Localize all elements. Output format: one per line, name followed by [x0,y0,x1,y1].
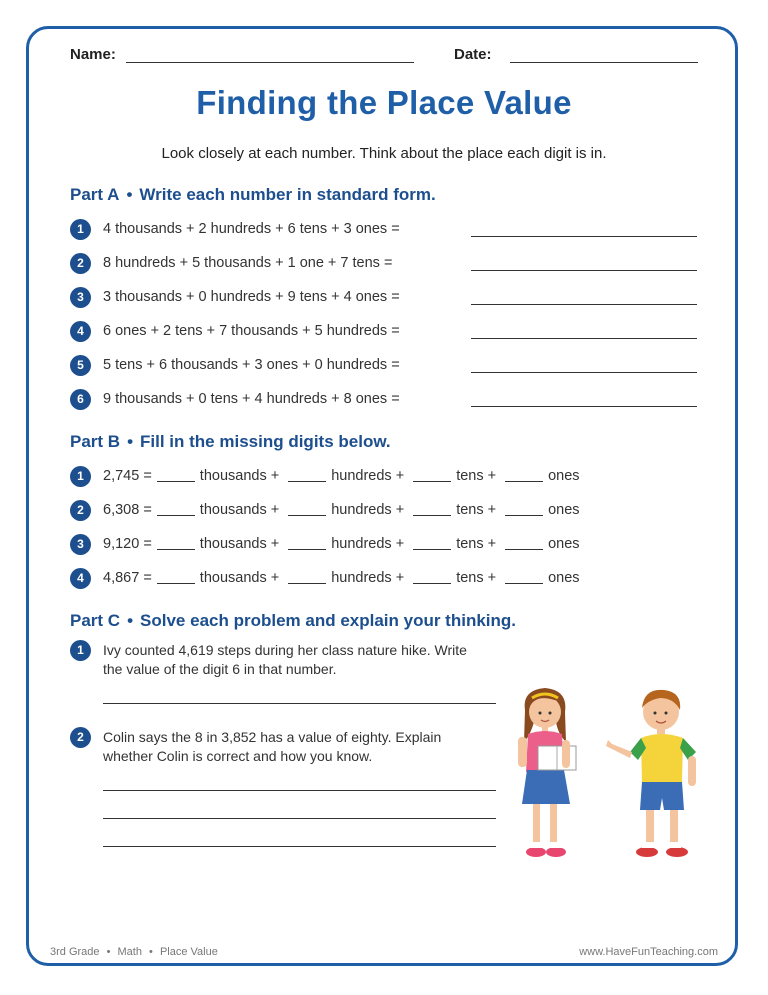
question-number: 2 [70,253,91,274]
page-title: Finding the Place Value [196,84,572,121]
fill-row [103,570,580,586]
fill-row [103,536,580,552]
girl-figure [518,688,576,857]
given-number: 2,745 = [103,468,152,484]
footer-subject: Math [117,946,142,958]
answer-line[interactable] [471,338,697,339]
hundreds-unit: hundreds + [331,468,405,484]
hundreds-blank[interactable] [288,537,326,550]
question-text [103,728,503,766]
question-line: Ivy counted 4,619 steps during her class nature hike. Write [103,642,467,658]
boy-figure [606,690,696,857]
hundreds-blank[interactable] [288,503,326,516]
footer-site: www.HaveFunTeaching.com [579,946,718,958]
given-number: 9,120 = [103,536,152,552]
answer-line[interactable] [471,236,697,237]
question-number: 3 [70,534,91,555]
name-field[interactable] [126,62,414,63]
part-b-instruction: Fill in the missing digits below. [140,432,391,451]
date-label: Date: [454,46,492,63]
question-text: 8 hundreds + 5 thousands + 1 one + 7 tens = [103,255,393,271]
tens-unit: tens + [456,570,497,586]
thousands-blank[interactable] [157,537,195,550]
part-a-heading: Part A • Write each number in standard form. [70,185,436,204]
thousands-blank[interactable] [157,571,195,584]
answer-line[interactable] [103,790,496,791]
ones-unit: ones [548,536,580,552]
tens-blank[interactable] [413,571,451,584]
question-text: 4 thousands + 2 hundreds + 6 tens + 3 ones = [103,221,400,237]
question-text: 9 thousands + 0 tens + 4 hundreds + 8 ones = [103,391,400,407]
question-number: 1 [70,466,91,487]
question-number: 3 [70,287,91,308]
answer-line[interactable] [471,304,697,305]
ones-blank[interactable] [505,537,543,550]
tens-unit: tens + [456,502,497,518]
answer-line[interactable] [103,818,496,819]
hundreds-unit: hundreds + [331,570,405,586]
given-number: 6,308 = [103,502,152,518]
ones-blank[interactable] [505,571,543,584]
fill-row [103,502,580,518]
part-b-label: Part B [70,432,121,451]
answer-line[interactable] [471,406,697,407]
part-a-instruction: Write each number in standard form. [139,185,436,204]
answer-line[interactable] [103,703,496,704]
thousands-blank[interactable] [157,503,195,516]
footer-separator: • [106,946,111,958]
question-number: 6 [70,389,91,410]
answer-line[interactable] [471,270,697,271]
question-number: 4 [70,568,91,589]
part-b-heading: Part B • Fill in the missing digits below. [70,432,391,451]
question-text: 5 tens + 6 thousands + 3 ones + 0 hundreds = [103,357,400,373]
question-number: 1 [70,219,91,240]
page-subtitle: Look closely at each number. Think about the place each digit is in. [161,145,607,162]
answer-line[interactable] [471,372,697,373]
question-number: 4 [70,321,91,342]
question-line: Colin says the 8 in 3,852 has a value of eighty. Explain [103,729,442,745]
question-number: 2 [70,727,91,748]
question-number: 2 [70,500,91,521]
question-text: 3 thousands + 0 hundreds + 9 tens + 4 ones = [103,289,400,305]
question-line: whether Colin is correct and how you know. [103,748,373,764]
ones-blank[interactable] [505,469,543,482]
tens-blank[interactable] [413,503,451,516]
name-label: Name: [70,46,116,63]
given-number: 4,867 = [103,570,152,586]
thousands-unit: thousands + [199,468,280,484]
footer-separator: • [149,946,153,958]
part-a-label: Part A [70,185,120,204]
footer-grade: 3rd Grade [50,946,100,958]
children-illustration [508,682,708,882]
ones-unit: ones [548,570,580,586]
fill-row [103,468,580,484]
part-c-instruction: Solve each problem and explain your thinking. [140,611,516,630]
thousands-unit: thousands + [199,570,280,586]
ones-unit: ones [548,502,580,518]
hundreds-blank[interactable] [288,469,326,482]
hundreds-unit: hundreds + [331,502,405,518]
hundreds-blank[interactable] [288,571,326,584]
date-field[interactable] [510,62,698,63]
part-c-label: Part C [70,611,121,630]
thousands-unit: thousands + [199,502,280,518]
ones-blank[interactable] [505,503,543,516]
answer-line[interactable] [103,846,496,847]
tens-unit: tens + [456,468,497,484]
footer-breadcrumb [50,946,218,958]
question-number: 1 [70,640,91,661]
thousands-unit: thousands + [199,536,280,552]
question-text [103,641,503,679]
ones-unit: ones [548,468,580,484]
thousands-blank[interactable] [157,469,195,482]
hundreds-unit: hundreds + [331,536,405,552]
tens-blank[interactable] [413,537,451,550]
question-number: 5 [70,355,91,376]
tens-blank[interactable] [413,469,451,482]
question-text: 6 ones + 2 tens + 7 thousands + 5 hundreds = [103,323,400,339]
tens-unit: tens + [456,536,497,552]
footer-topic: Place Value [159,946,218,958]
question-line: the value of the digit 6 in that number. [103,661,337,677]
part-c-heading: Part C • Solve each problem and explain your thinking. [70,611,516,630]
